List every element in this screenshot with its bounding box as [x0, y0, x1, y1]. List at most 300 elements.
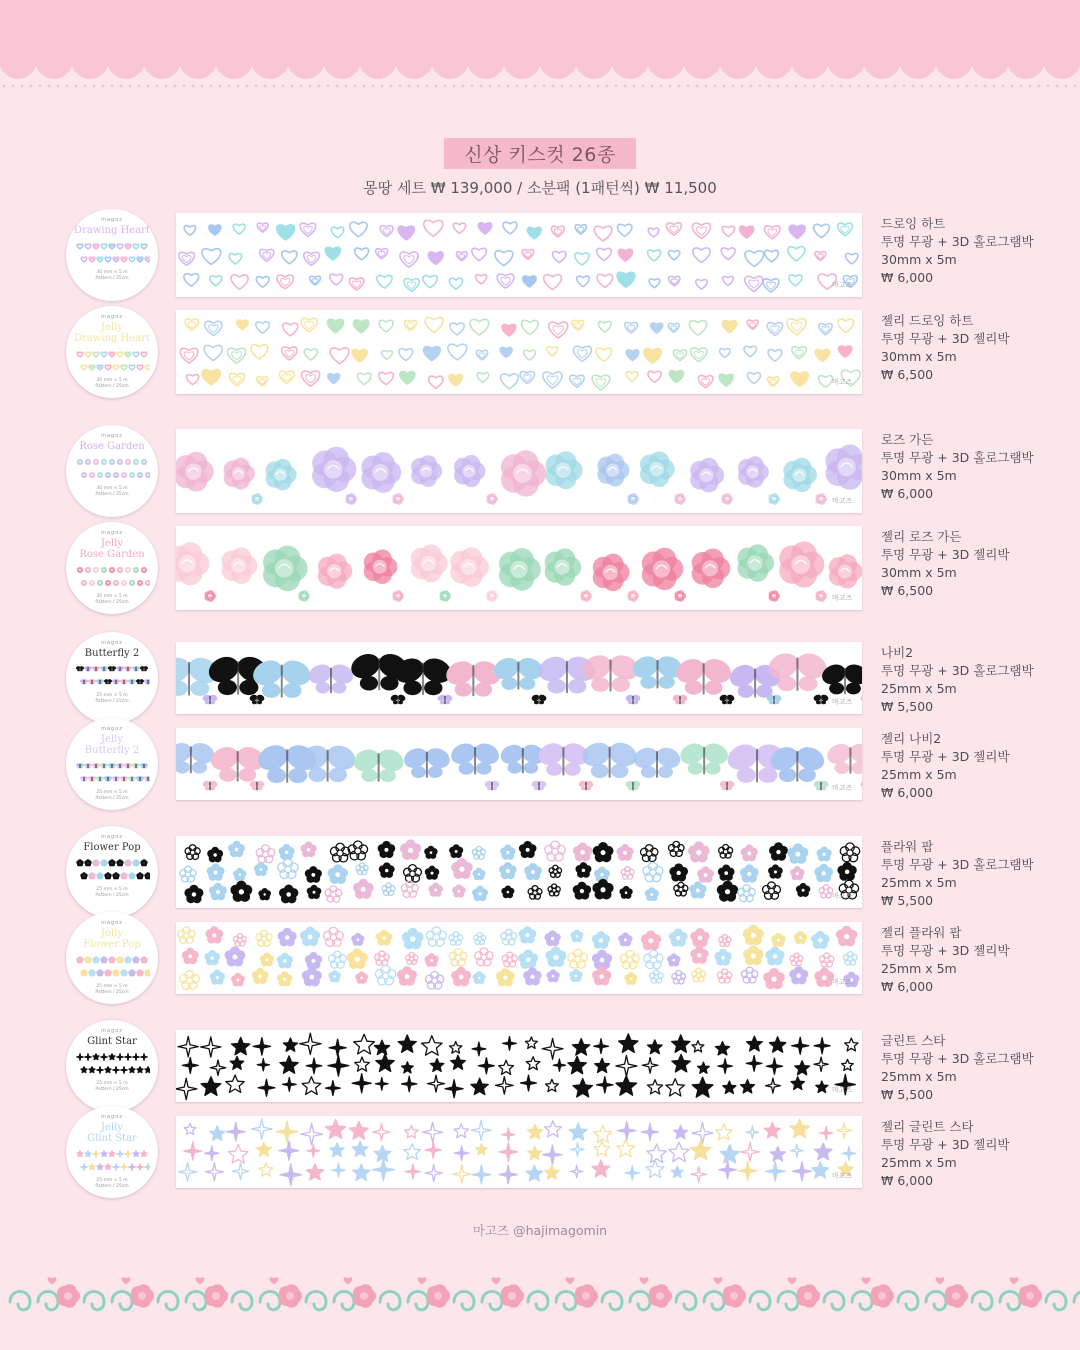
tape-motif: [593, 950, 612, 968]
tape-motif: [182, 1058, 198, 1074]
product-name: 젤리 나비2: [881, 731, 942, 746]
tape-motif: [330, 274, 343, 285]
swirl-icon: [898, 1292, 946, 1310]
tape-motif: [577, 276, 590, 287]
tape-motif-small: [487, 590, 498, 602]
tape-motif-small: [719, 780, 736, 791]
tape-motif: [618, 249, 632, 261]
tape-motif: [305, 953, 321, 969]
tape-motif: [283, 323, 298, 336]
tape-motif-small: [816, 493, 827, 505]
tape-motif: [547, 970, 559, 982]
product-price: ₩ 5,500: [881, 699, 934, 714]
tape-motif: [475, 948, 493, 966]
heart-icon: [1010, 1277, 1019, 1284]
roll-brand: magoz: [101, 314, 123, 320]
tape-motif: [644, 349, 662, 364]
tape-motif: [184, 226, 195, 236]
roll-pattern-preview: [74, 1050, 150, 1078]
tape-motif: [185, 885, 203, 902]
tape-motif: [788, 844, 808, 863]
tape-motif: [547, 347, 558, 356]
tape-motif: [543, 372, 562, 388]
heart-icon: [788, 1277, 797, 1284]
tape-motif: [691, 1167, 707, 1183]
tape-motif: [593, 554, 630, 592]
tape-motif: [376, 930, 391, 945]
tape-motif: [789, 225, 805, 238]
tape-motif: [237, 320, 248, 329]
tape-motif: [741, 1143, 760, 1162]
tape-motif: [326, 1119, 346, 1138]
heart-icon: [270, 1277, 279, 1284]
tape-motif: [597, 454, 629, 487]
tape-motif: [259, 889, 270, 900]
tape-motif: [526, 1165, 543, 1181]
tape-motif: [648, 250, 661, 261]
tape-roll-image: [66, 718, 158, 810]
tape-motif: [642, 548, 683, 590]
tape-motif: [741, 1080, 755, 1093]
tape-motif: [501, 450, 546, 496]
tape-motif: [718, 865, 733, 880]
tape-motif: [205, 951, 219, 965]
tape-motif-small: [252, 493, 263, 505]
tape-motif: [575, 253, 589, 265]
tape-motif-small: [625, 780, 642, 791]
tape-motif: [817, 847, 831, 861]
swirl-icon: [158, 1292, 206, 1310]
roll-pattern-preview: [74, 239, 150, 267]
tape-motif: [304, 349, 317, 360]
roll-brand: magoz: [101, 920, 123, 926]
product-info: [881, 644, 1071, 716]
tape-motif: [304, 252, 320, 265]
tape-motif: [449, 932, 463, 945]
tape-motif: [568, 1056, 586, 1073]
tape-motif: [184, 274, 199, 286]
tape-motif: [770, 1037, 786, 1052]
swirl-icon: [750, 1292, 798, 1310]
swirl-icon: [232, 1292, 280, 1310]
tape-motif-small: [816, 590, 827, 602]
tape-motif: [226, 1075, 244, 1092]
tape-motif: [222, 547, 258, 584]
tape-motif: [411, 544, 448, 582]
tape-motif: [380, 226, 393, 237]
tape-motif: [205, 1163, 223, 1181]
roll-brand: magoz: [101, 217, 123, 223]
tape-motif-small: [722, 493, 733, 505]
rose-icon: [945, 1284, 968, 1308]
tape-motif: [597, 1077, 613, 1093]
tape-motif: [180, 866, 196, 882]
tape-sample-strip: [176, 1116, 862, 1188]
product-size: 25mm x 5m: [881, 767, 957, 782]
tape-motif: [645, 888, 658, 900]
tape-motif: [353, 320, 368, 333]
tape-motif: [352, 349, 367, 362]
tape-motif: [425, 866, 438, 879]
tape-motif: [783, 458, 817, 492]
tape-motif: [768, 377, 779, 386]
tape-motif: [746, 1126, 759, 1139]
tape-motif-small: [487, 493, 498, 505]
swirl-icon: [10, 1292, 58, 1310]
roll-pattern-name: Glint Star: [87, 1036, 137, 1047]
tape-motif-small: [440, 590, 451, 602]
product-size: 30mm x 5m: [881, 349, 957, 364]
tape-motif: [229, 254, 242, 264]
tape-motif: [814, 224, 830, 237]
tape-motif: [815, 968, 834, 986]
tape-motif: [379, 320, 393, 332]
tape-motif: [450, 547, 489, 587]
roll-brand: magoz: [101, 726, 123, 732]
rose-icon: [1019, 1284, 1042, 1308]
tape-motif: [717, 969, 731, 983]
product-price: ₩ 5,500: [881, 1087, 934, 1102]
tape-motif-small: [390, 694, 407, 705]
tape-motif-small: [628, 590, 639, 602]
tape-motif: [666, 223, 681, 235]
tape-motif: [325, 247, 340, 260]
tape-motif-small: [675, 493, 686, 505]
tape-motif: [503, 222, 517, 234]
tape-motif: [815, 1143, 833, 1160]
tape-motif: [670, 864, 687, 881]
tape-motif: [472, 248, 487, 260]
tape-motif: [490, 654, 546, 690]
tape-motif: [569, 1123, 587, 1140]
tape-motif: [502, 1128, 515, 1141]
rose-icon: [575, 1284, 598, 1308]
tape-motif: [260, 249, 274, 261]
roll-brand: magoz: [101, 1028, 123, 1034]
tape-sample-strip: [176, 310, 862, 394]
roll-brand: magoz: [101, 433, 123, 439]
tape-motif: [795, 1061, 810, 1075]
tape-motif: [229, 841, 245, 856]
rose-icon: [501, 1284, 524, 1308]
tape-motif: [442, 657, 504, 697]
tape-motif: [499, 548, 541, 591]
tape-brand-mark: 마고즈: [832, 497, 853, 505]
tape-motif: [574, 843, 592, 861]
tape-motif: [545, 548, 582, 585]
tape-motif: [642, 1124, 659, 1141]
tape-motif: [649, 279, 660, 288]
tape-motif: [790, 1119, 810, 1138]
tape-motif: [648, 228, 659, 237]
tape-motif: [794, 931, 806, 943]
tape-motif: [838, 223, 853, 235]
tape-motif: [524, 968, 541, 985]
tape-motif: [428, 252, 443, 264]
tape-motif: [263, 546, 308, 592]
tape-motif: [283, 1078, 297, 1092]
tape-motif: [382, 351, 393, 360]
tape-motif: [252, 968, 267, 983]
tape-motif: [205, 1146, 220, 1161]
product-material: 투명 무광 + 3D 홀로그램박: [881, 450, 1034, 465]
tape-motif: [571, 930, 583, 941]
tape-motif: [669, 251, 680, 260]
roll-pattern-name: Jelly Rose Garden: [79, 538, 145, 560]
tape-motif: [691, 929, 709, 946]
tape-motif: [617, 224, 631, 236]
tape-motif: [402, 928, 423, 948]
tape-motif: [723, 276, 734, 285]
tape-motif: [364, 550, 398, 584]
tape-motif: [814, 1057, 828, 1071]
tape-motif: [426, 971, 444, 989]
tape-motif: [252, 1119, 273, 1140]
tape-motif: [278, 972, 292, 986]
tape-motif: [553, 1059, 565, 1071]
tape-motif: [355, 1057, 370, 1071]
product-material: 투명 무광 + 3D 홀로그램박: [881, 663, 1034, 678]
tape-motif: [698, 867, 714, 882]
tape-motif: [279, 371, 294, 383]
tape-motif: [499, 1060, 514, 1074]
tape-motif: [527, 227, 541, 239]
tape-motif: [472, 846, 485, 859]
tape-motif: [525, 864, 541, 880]
tape-motif: [740, 226, 754, 238]
tape-motif: [519, 950, 538, 968]
tape-motif: [471, 1120, 491, 1140]
product-name: 플라워 팝: [881, 839, 934, 854]
tape-motif: [473, 868, 485, 879]
tape-motif: [692, 549, 731, 589]
roll-pattern-name: Drawing Heart: [74, 225, 150, 236]
product-info: [881, 312, 1071, 384]
tape-motif: [300, 1033, 321, 1054]
tape-motif: [592, 1160, 610, 1177]
tape-motif: [620, 951, 639, 969]
tape-brand-mark: 마고즈: [832, 378, 853, 386]
tape-motif: [643, 862, 663, 881]
tape-motif: [305, 867, 321, 882]
tape-motif: [650, 970, 663, 983]
tape-motif: [669, 371, 683, 383]
tape-motif: [522, 250, 534, 260]
tape-motif-small: [249, 694, 266, 705]
tape-motif: [553, 251, 566, 262]
tape-motif: [698, 376, 713, 388]
tape-motif: [812, 1162, 829, 1178]
tape-motif: [377, 275, 392, 288]
tape-motif: [648, 1040, 663, 1054]
product-name: 나비2: [881, 645, 914, 660]
tape-motif: [258, 1079, 275, 1096]
tape-motif: [355, 248, 369, 260]
tape-motif-small: [437, 694, 454, 705]
tape-motif: [307, 1144, 320, 1157]
tape-motif: [791, 1077, 805, 1090]
tape-motif: [717, 881, 737, 901]
tape-motif: [737, 544, 774, 582]
tape-motif: [499, 1165, 517, 1184]
tape-motif: [210, 970, 224, 984]
tape-motif: [719, 845, 733, 859]
tape-motif: [398, 226, 414, 240]
tape-motif: [501, 374, 519, 389]
tape-motif: [425, 317, 443, 332]
tape-motif: [651, 323, 663, 333]
tape-motif: [677, 740, 732, 775]
tape-motif: [398, 967, 417, 985]
tape-motif: [502, 952, 517, 967]
tape-motif: [352, 1141, 368, 1156]
product-price: ₩ 5,500: [881, 893, 934, 908]
tape-motif: [723, 1081, 736, 1093]
tape-motif: [352, 934, 364, 946]
tape-motif: [279, 1141, 299, 1161]
product-name: 젤리 드로잉 하트: [881, 313, 974, 328]
tape-motif: [594, 1141, 610, 1156]
tape-motif: [814, 1038, 830, 1054]
tape-motif: [254, 863, 267, 876]
tape-motif: [766, 1078, 781, 1093]
tape-motif: [405, 1125, 419, 1138]
tape-motif: [646, 1161, 664, 1178]
roll-pattern-preview: [74, 347, 150, 375]
tape-motif: [838, 863, 856, 881]
tape-motif: [184, 1142, 202, 1160]
tape-motif: [256, 277, 269, 288]
footer-credit: 마고즈 @hajimagomin: [472, 1223, 608, 1238]
tape-motif-small: [202, 780, 219, 791]
tape-motif: [765, 226, 780, 239]
tape-motif: [768, 350, 782, 362]
rose-icon: [205, 1284, 228, 1308]
tape-motif: [522, 320, 539, 334]
tape-motif: [815, 349, 829, 361]
tape-motif: [201, 1077, 221, 1096]
tape-motif: [330, 843, 349, 862]
tape-motif: [354, 1034, 375, 1054]
tape-motif: [424, 347, 441, 361]
tape-motif: [520, 841, 536, 857]
roll-spec: 30 mm × 5 m Pattern / 25cm: [95, 594, 129, 605]
tape-motif: [398, 1035, 416, 1052]
tape-motif-small: [202, 694, 219, 705]
tape-motif: [477, 373, 489, 383]
tape-sample-strip: [176, 728, 862, 800]
product-info: [881, 838, 1071, 910]
swirl-icon: [602, 1292, 650, 1310]
tape-motif-small: [813, 694, 830, 705]
tape-motif: [722, 226, 734, 236]
tape-motif: [741, 845, 757, 861]
product-price: ₩ 6,000: [881, 979, 934, 994]
product-info: [881, 431, 1071, 503]
tape-roll-image: [66, 912, 158, 1004]
tape-motif: [474, 933, 486, 945]
tape-brand-mark: 마고즈: [832, 594, 853, 602]
tape-motif: [625, 973, 637, 985]
tape-motif: [672, 971, 686, 984]
tape-motif: [747, 320, 758, 329]
tape-motif: [740, 865, 758, 882]
tape-motif: [257, 1142, 272, 1156]
tape-motif: [300, 223, 316, 236]
tape-motif: [473, 972, 485, 984]
tape-motif-small: [249, 780, 266, 791]
tape-motif: [816, 1081, 828, 1092]
tape-motif: [204, 345, 222, 360]
tape-motif: [765, 250, 779, 262]
tape-motif: [791, 372, 808, 386]
tape-motif: [812, 931, 829, 948]
product-name: 로즈 가든: [881, 432, 934, 447]
tape-brand-mark: 마고즈: [832, 1172, 853, 1180]
roll-pattern-preview: [74, 455, 150, 483]
tape-motif: [793, 1162, 812, 1181]
tape-motif: [824, 740, 862, 774]
product-price: ₩ 6,000: [881, 785, 934, 800]
tape-motif: [402, 1062, 414, 1073]
scalloped-top-band: [0, 0, 1080, 92]
tape-motif: [429, 376, 444, 388]
swirl-icon: [528, 1292, 576, 1310]
tape-motif: [648, 1080, 663, 1094]
tape-motif: [617, 1140, 635, 1157]
tape-motif: [790, 953, 803, 966]
tape-motif: [720, 349, 730, 358]
tape-motif: [326, 1081, 341, 1096]
tape-motif: [187, 375, 199, 385]
tape-motif: [301, 1123, 323, 1145]
tape-brand-mark: 마고즈: [832, 784, 853, 792]
tape-motif-small: [813, 780, 830, 791]
tape-motif: [745, 251, 764, 267]
tape-motif: [843, 952, 857, 965]
tape-motif: [546, 1079, 559, 1091]
tape-motif-small: [860, 780, 862, 791]
tape-motif: [382, 883, 395, 896]
tape-motif: [357, 373, 371, 384]
tape-motif: [206, 927, 223, 943]
product-material: 투명 무광 + 3D 젤리박: [881, 749, 1010, 764]
tape-motif: [282, 347, 297, 360]
tape-motif: [616, 1056, 637, 1077]
tape-motif: [376, 965, 396, 984]
tape-motif: [185, 845, 200, 860]
tape-motif: [597, 274, 613, 287]
tape-motif: [470, 319, 489, 335]
tape-motif: [473, 886, 488, 900]
tape-motif: [448, 344, 467, 360]
heart-icon: [492, 1277, 501, 1284]
tape-motif: [176, 1078, 197, 1099]
tape-motif: [185, 319, 198, 330]
tape-motif: [815, 864, 833, 881]
tape-motif: [379, 372, 394, 384]
swirl-icon: [84, 1292, 132, 1310]
roll-pattern-name: Jelly Flower Pop: [83, 928, 141, 950]
tape-motif: [573, 882, 590, 899]
roll-spec: 30 mm × 5 m Pattern / 25cm: [95, 486, 129, 497]
roll-brand: magoz: [101, 1114, 123, 1120]
tape-motif: [763, 279, 779, 292]
roll-spec: 25 mm × 5 m Pattern / 25cm: [95, 984, 129, 995]
tape-motif: [719, 374, 733, 386]
tape-motif: [302, 371, 320, 386]
rose-swirl-border: [0, 1268, 1080, 1328]
